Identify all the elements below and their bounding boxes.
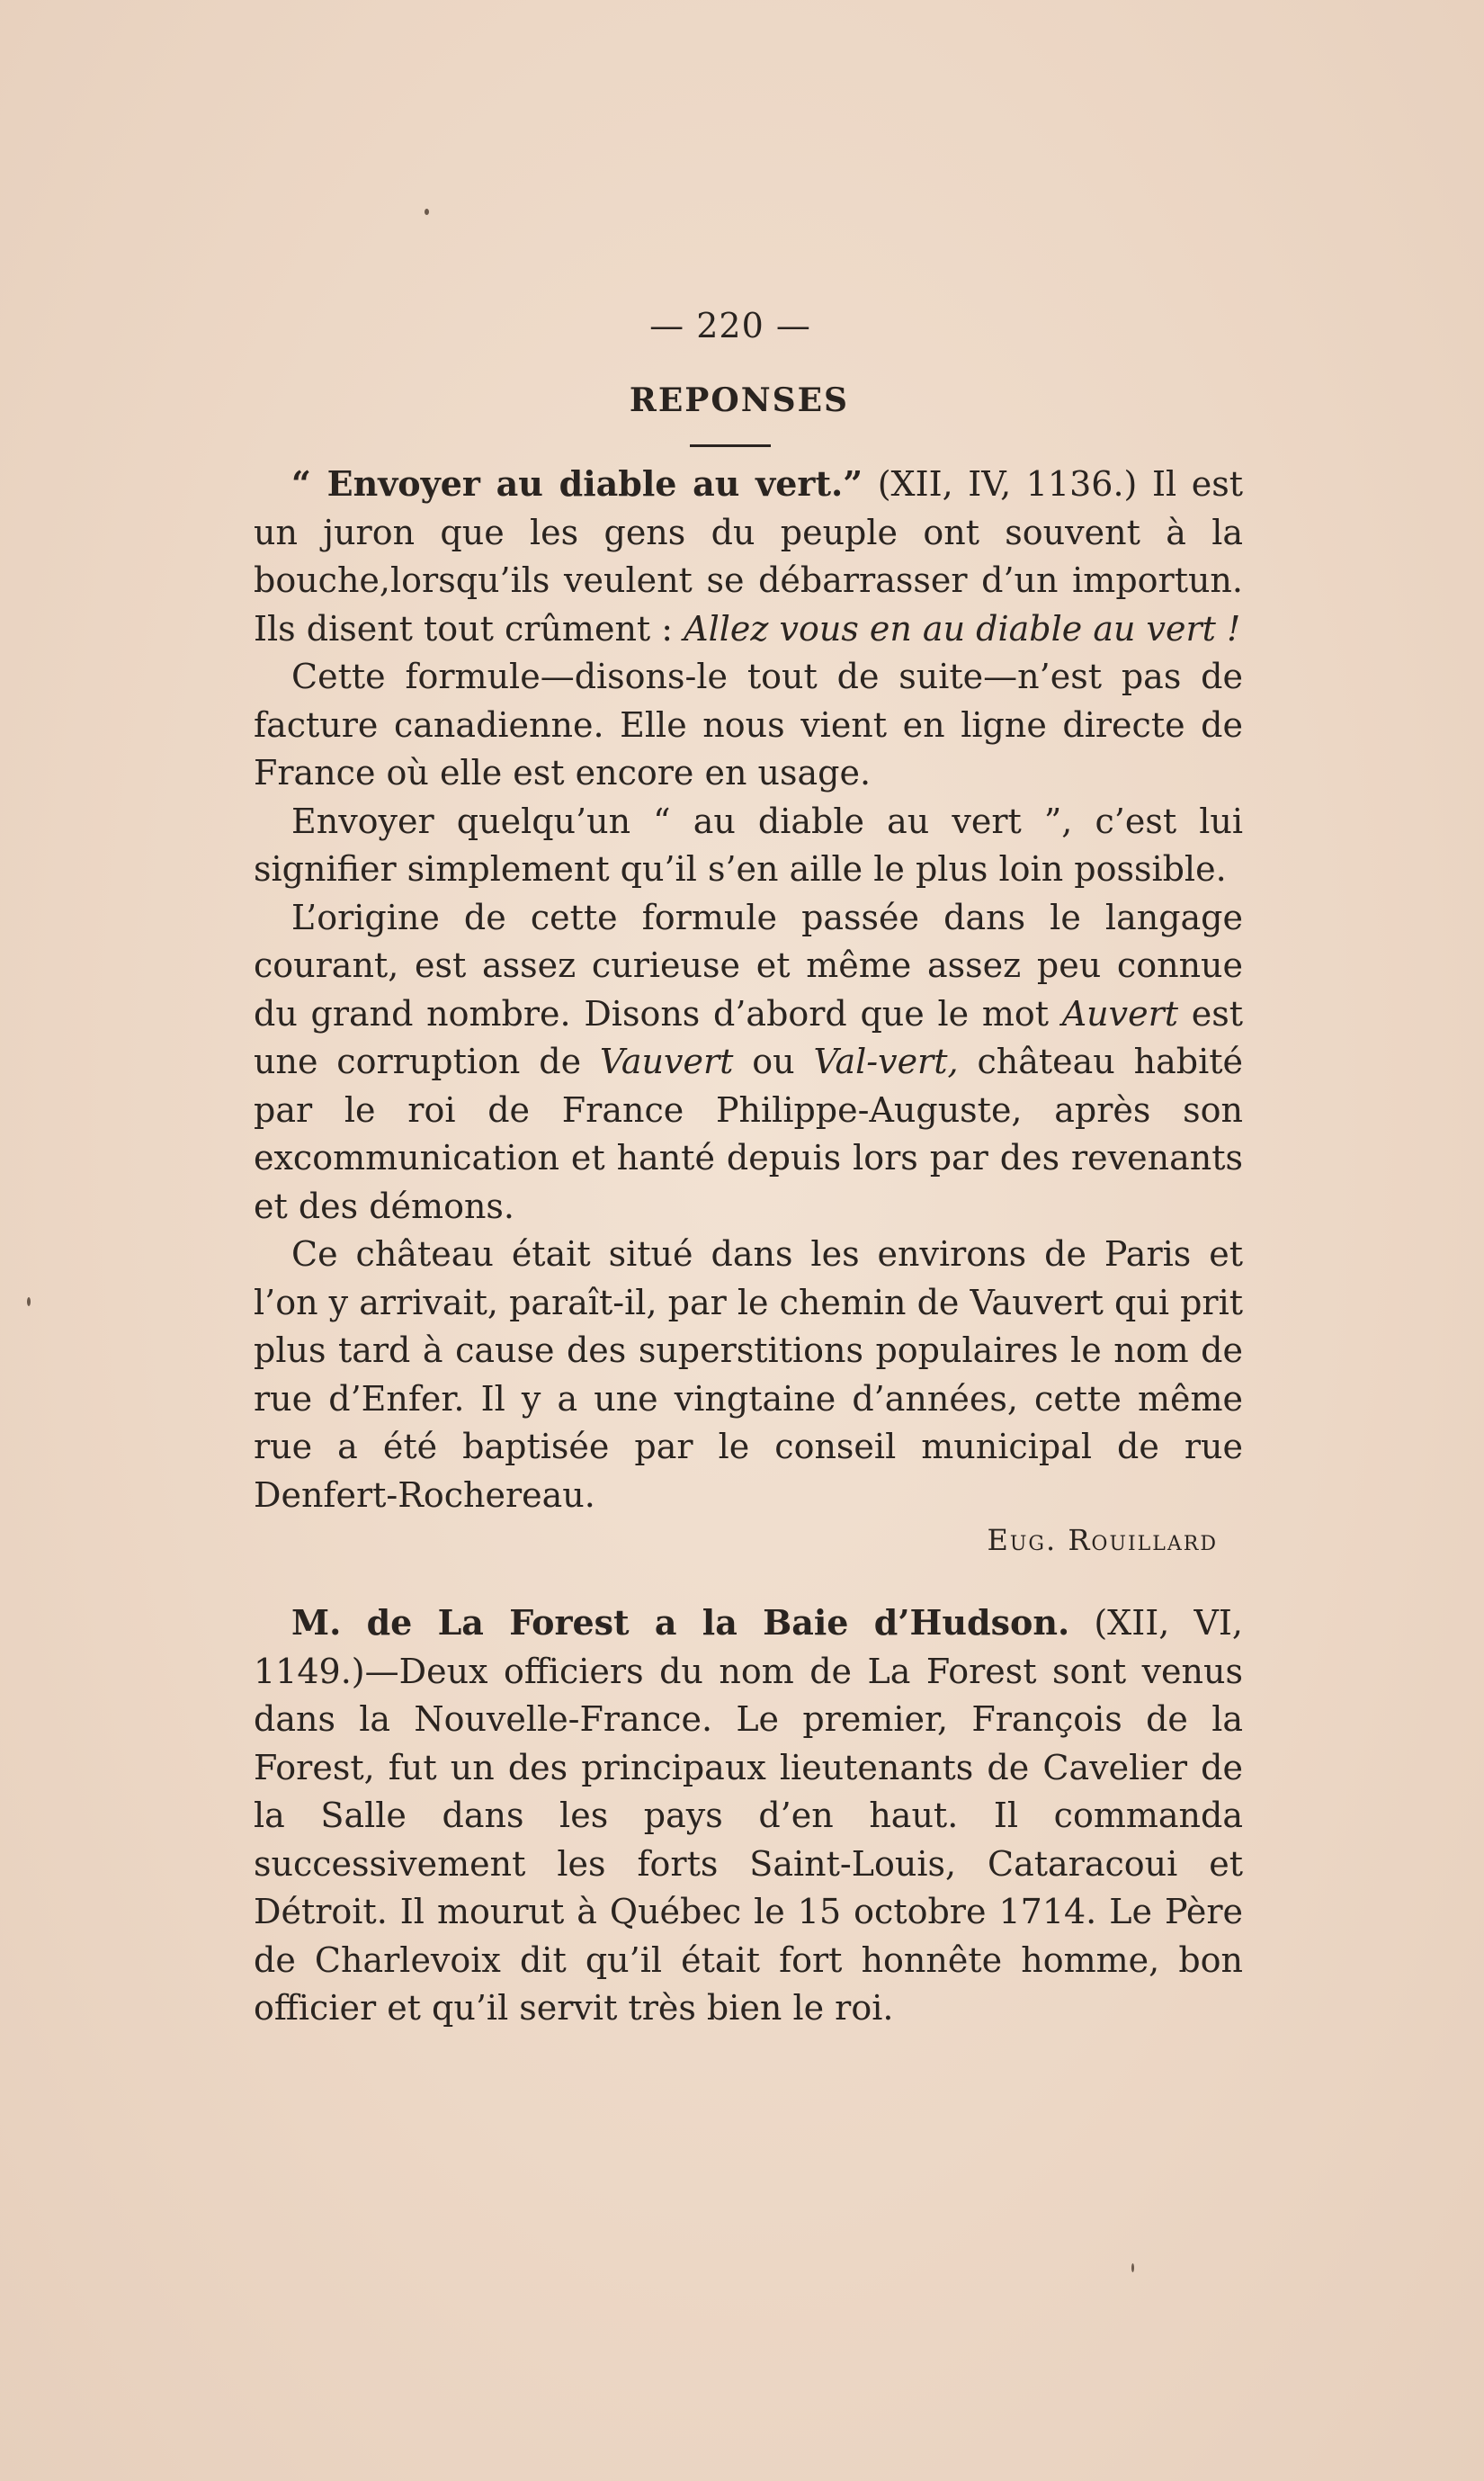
paper-speck (1131, 2263, 1134, 2272)
page-number: — 220 — (649, 306, 811, 345)
p4-text-d: château habité par le roi de France Philippe-Auguste, après son excommunication et hanté depuis lors par des revenants et des démons. (254, 1042, 1243, 1226)
text-column (254, 306, 1243, 2033)
paper-speck (27, 1297, 31, 1306)
entry1-italic-phrase: Allez vous en au diable au vert ! (684, 608, 1241, 649)
p4-italic-auvert: Auvert (1061, 993, 1179, 1034)
entry2-text: (XII, VI, 1149.)—Deux officiers du nom de La Forest sont venus dans la Nouvelle-France. Le premier, François de la Forest, fut un des principaux lieutenants de Cavelier de la Salle dans les pays d’en haut. Il commanda successivement les forts Saint-Louis, Cataracoui et Détroit. Il mourut à Québec le 15 octobre 1714. Le Père de Charlevoix dit qu’il était fort honnête homme, bon officier et qu’il servit très bien le roi. (254, 1603, 1243, 2028)
signature: Eug. Rouillard (987, 1523, 1218, 1557)
entry-gap (254, 1557, 1243, 1599)
entry2-paragraph (254, 1599, 1243, 2033)
entry1-paragraph-5: Ce château était situé dans les environs de Paris et l’on y arrivait, paraît-il, par le chemin de Vauvert qui prit plus tard à cause des superstitions populaires le nom de rue d’Enfer. Il y a une vingtaine d’années, cette même rue a été baptisée par le conseil municipal de rue Denfert-Rochereau. (254, 1234, 1243, 1515)
p4-text-c: ou (733, 1042, 814, 1081)
entry1-title: “ Envoyer au diable au vert.” (291, 463, 863, 504)
entry2-title: M. de La Forest a la Baie d’Hudson. (291, 1602, 1070, 1643)
paper-speck (425, 209, 429, 215)
p4-italic-vauvert: Vauvert (599, 1042, 734, 1081)
section-title: REPONSES (629, 381, 850, 419)
entry1-paragraph-4 (254, 894, 1243, 1232)
entry1-paragraph-2: Cette formule—disons-le tout de suite—n’est pas de facture canadienne. Elle nous vient en ligne directe de France où elle est encore en usage. (254, 657, 1243, 793)
p4-text-b: est une corruption de (254, 993, 1244, 1081)
p4-text-a: L’origine de cette formule passée dans le langage courant, est assez curieuse et même assez peu connue du grand nombre. Disons d’abord que le mot (254, 897, 1243, 1034)
entry1-paragraph-1 (254, 460, 1243, 653)
entry1-paragraph-3: Envoyer quelqu’un “ au diable au vert ”, c’est lui signifier simplement qu’il s’en aille le plus loin possible. (254, 801, 1243, 889)
title-rule (690, 444, 771, 447)
entry1-reference: (XII, IV, 1136.) (863, 464, 1138, 504)
p4-italic-valvert: Val-vert, (813, 1042, 959, 1081)
entry1-text-1: Il est un juron que les gens du peuple ont souvent à la bouche,lorsqu’ils veulent se débarrasser d’un importun. Ils disent tout crûment : (254, 464, 1243, 649)
